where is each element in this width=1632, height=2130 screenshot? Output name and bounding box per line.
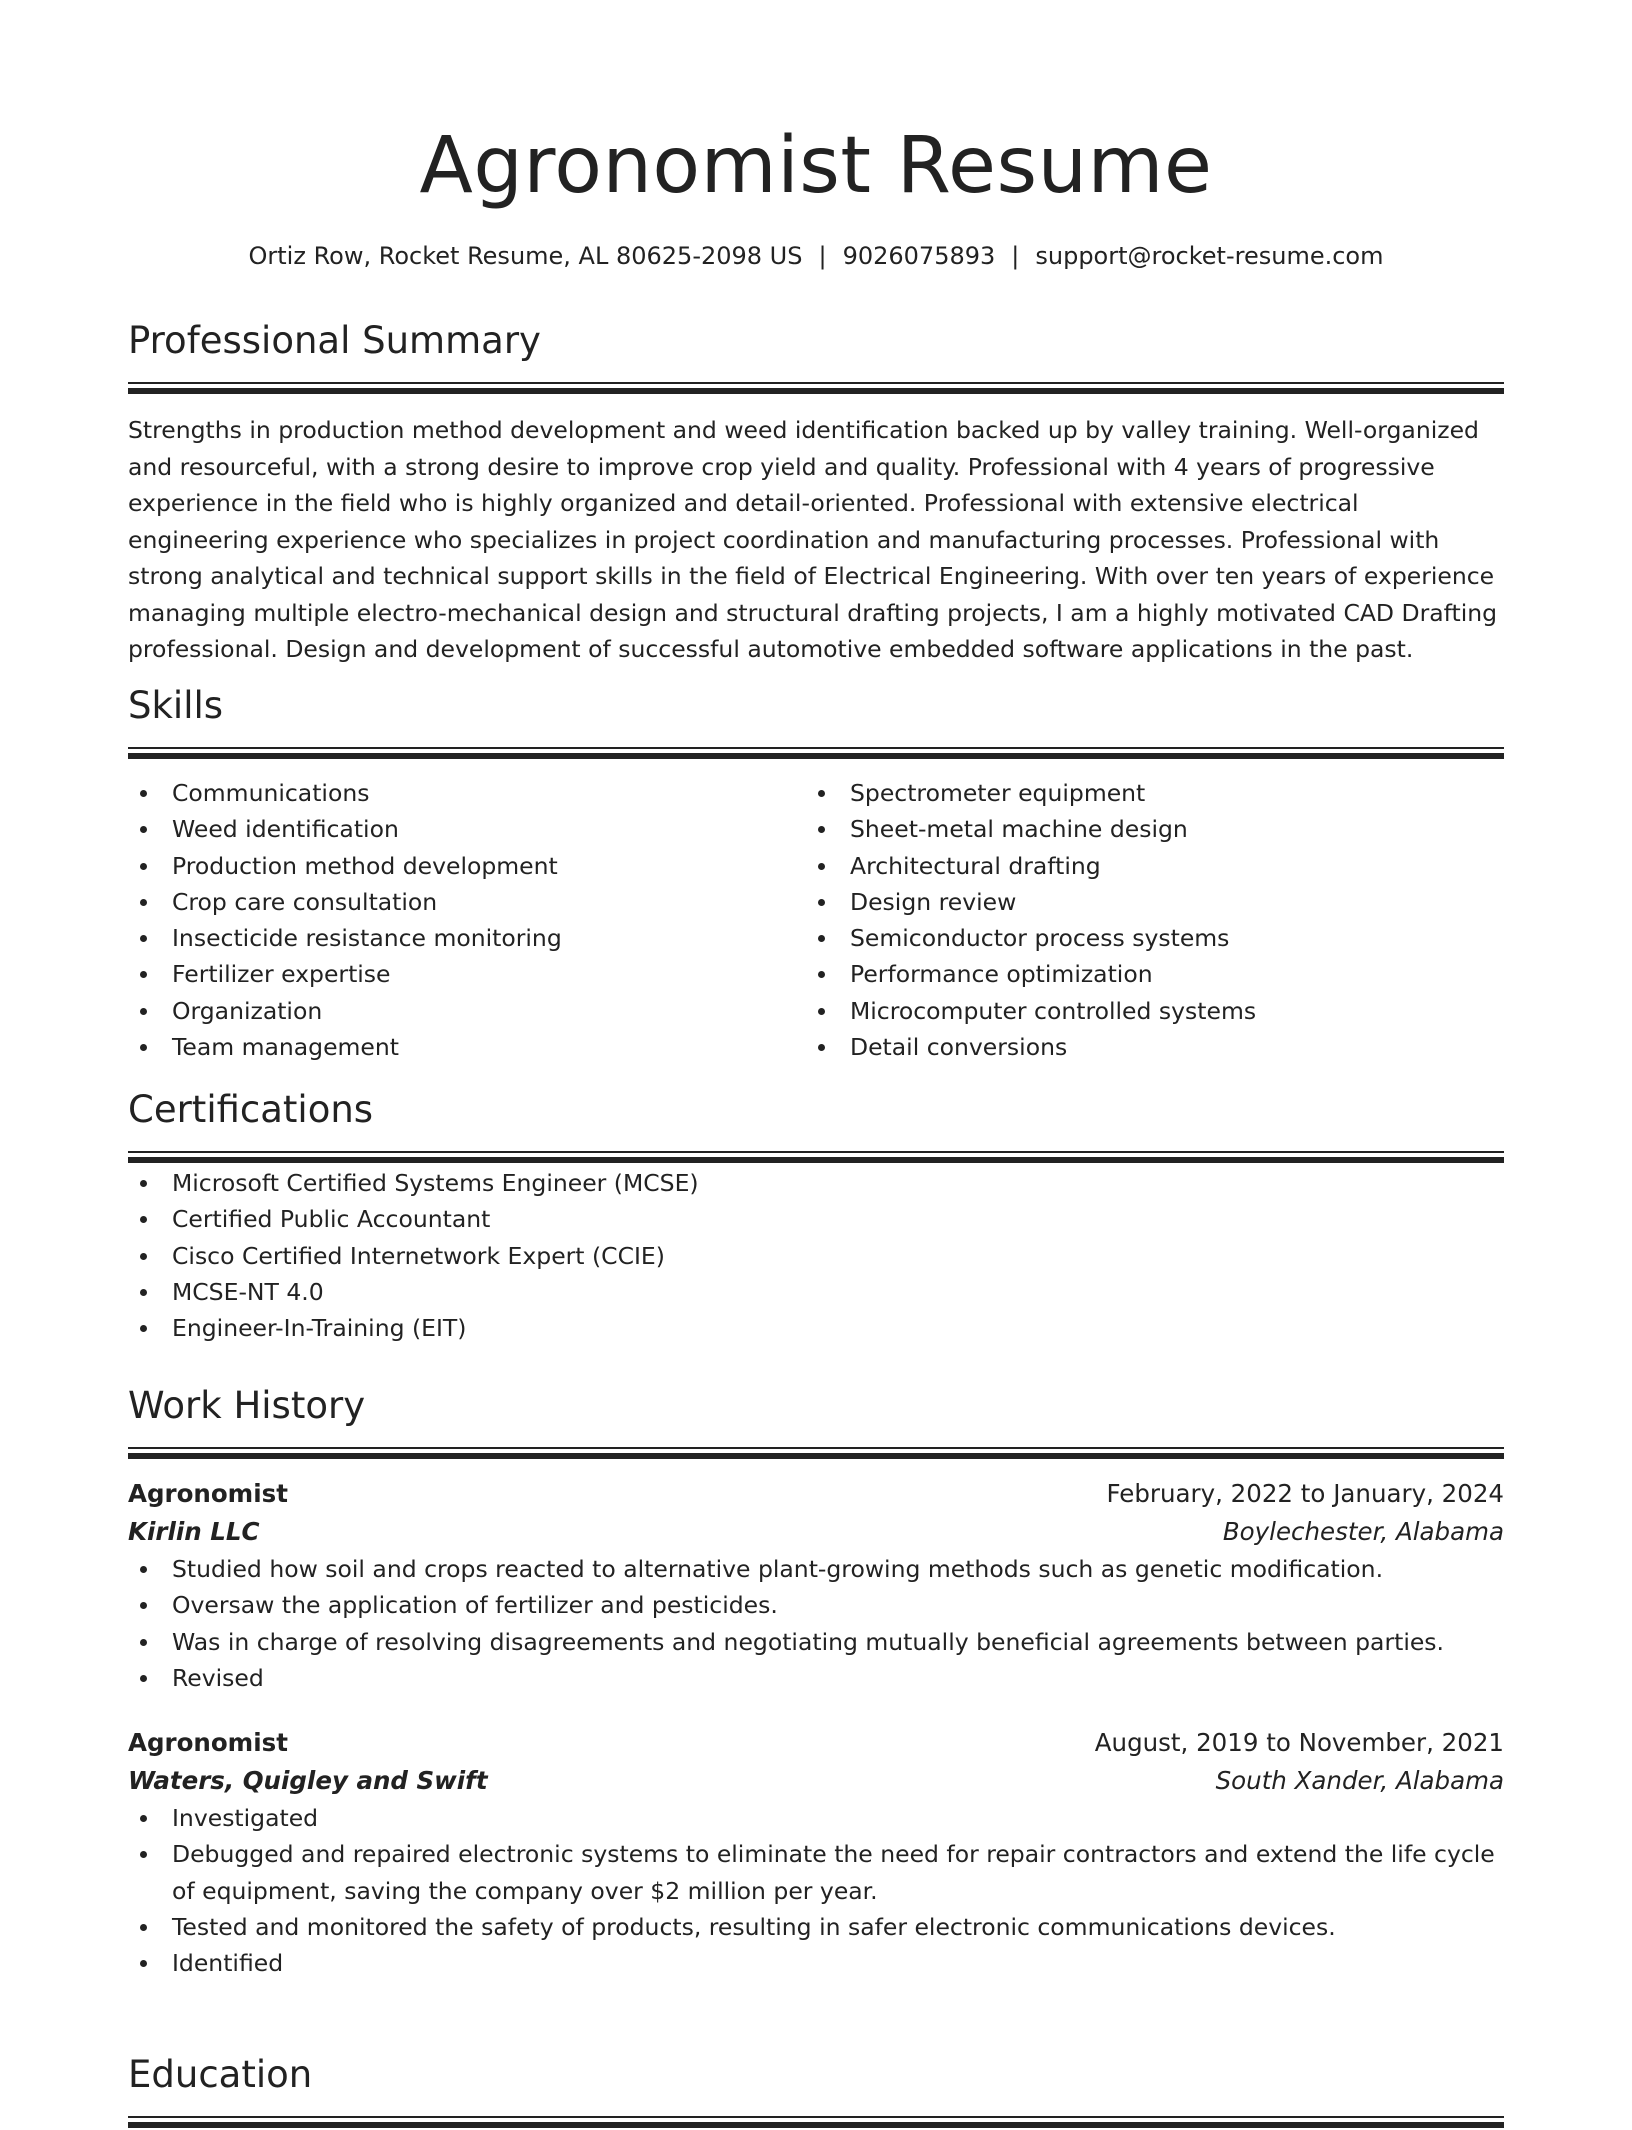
list-item: MCSE-NT 4.0 xyxy=(128,1274,1504,1310)
list-item: Fertilizer expertise xyxy=(128,956,806,992)
certifications-list xyxy=(128,1165,1504,1346)
job-company: Kirlin LLC xyxy=(128,1517,260,1546)
contact-line xyxy=(128,240,1504,272)
skills-column-left xyxy=(128,775,806,1065)
list-item: Investigated xyxy=(128,1800,1504,1836)
job-entry xyxy=(128,1475,1504,1696)
section-divider xyxy=(128,1447,1504,1461)
section-heading-certifications: Certifications xyxy=(128,1088,374,1131)
certifications-section xyxy=(128,1087,1504,1346)
contact-address: Ortiz Row, Rocket Resume, AL 80625-2098 US xyxy=(248,242,803,270)
job-bullets xyxy=(128,1551,1504,1696)
section-heading-skills: Skills xyxy=(128,684,224,727)
work-history-section xyxy=(128,1383,1504,1982)
list-item: Spectrometer equipment xyxy=(806,775,1484,811)
list-item: Identified xyxy=(128,1945,1504,1981)
list-item: Communications xyxy=(128,775,806,811)
contact-phone: 9026075893 xyxy=(842,242,996,270)
list-item: Tested and monitored the safety of products, resulting in safer electronic communications devices. xyxy=(128,1909,1504,1945)
section-divider xyxy=(128,2116,1504,2130)
list-item: Detail conversions xyxy=(806,1029,1484,1065)
job-title: Agronomist xyxy=(128,1479,288,1508)
job-dates: February, 2022 to January, 2024 xyxy=(1106,1479,1504,1508)
skills-column-right xyxy=(806,775,1484,1065)
section-divider xyxy=(128,747,1504,761)
section-divider xyxy=(128,1151,1504,1165)
job-title: Agronomist xyxy=(128,1728,288,1758)
skills-grid xyxy=(128,775,1504,1065)
jobs-container xyxy=(128,1475,1504,1982)
list-item: Was in charge of resolving disagreements and negotiating mutually beneficial agreements between parties. xyxy=(128,1624,1504,1660)
list-item: Sheet-metal machine design xyxy=(806,811,1484,847)
page-title: Agronomist Resume xyxy=(419,121,1213,211)
summary-text: Strengths in production method development and weed identification backed up by valley training. Well-organized and resourceful, with a strong desire to improve crop yield and quality. Professional with 4 years of progressive experience in the field who is highly organized and detail-oriented. Professional with extensive electrical engineering experience who specializes in project coordination and manufacturing processes. Professional with strong analytical and technical support skills in the field of Electrical Engineering. With over ten years of experience managing multiple electro-mechanical design and structural drafting projects, I am a highly motivated CAD Drafting professional. Design and development of successful automotive embedded software applications in the past. xyxy=(128,416,1498,663)
job-company-row xyxy=(128,1513,1504,1551)
education-section xyxy=(128,2052,1504,2130)
list-item: Microsoft Certified Systems Engineer (MCSE) xyxy=(128,1165,1504,1201)
list-item: Studied how soil and crops reacted to alternative plant-growing methods such as genetic modification. xyxy=(128,1551,1504,1587)
skills-list-right xyxy=(806,775,1484,1065)
job-entry xyxy=(128,1724,1504,1981)
contact-separator: | xyxy=(1011,242,1020,270)
job-location: South Xander, Alabama xyxy=(1215,1766,1504,1796)
list-item: Revised xyxy=(128,1660,1504,1696)
section-heading-summary: Professional Summary xyxy=(128,319,541,362)
skills-section xyxy=(128,683,1504,1065)
section-heading-work-history: Work History xyxy=(128,1384,366,1427)
list-item: Oversaw the application of fertilizer and pesticides. xyxy=(128,1587,1504,1623)
list-item: Semiconductor process systems xyxy=(806,920,1484,956)
list-item: Microcomputer controlled systems xyxy=(806,993,1484,1029)
job-company: Waters, Quigley and Swift xyxy=(128,1766,488,1796)
skills-list-left xyxy=(128,775,806,1065)
section-heading-education: Education xyxy=(128,2053,313,2096)
list-item: Architectural drafting xyxy=(806,848,1484,884)
list-item: Production method development xyxy=(128,848,806,884)
list-item: Weed identification xyxy=(128,811,806,847)
job-bullets xyxy=(128,1800,1504,1981)
section-divider xyxy=(128,382,1504,396)
list-item: Organization xyxy=(128,993,806,1029)
list-item: Certified Public Accountant xyxy=(128,1201,1504,1237)
job-dates: August, 2019 to November, 2021 xyxy=(1094,1728,1504,1758)
list-item: Insecticide resistance monitoring xyxy=(128,920,806,956)
list-item: Debugged and repaired electronic systems to eliminate the need for repair contractors and extend the life cycle of equipment, saving the company over $2 million per year. xyxy=(128,1836,1504,1909)
list-item: Design review xyxy=(806,884,1484,920)
list-item: Engineer-In-Training (EIT) xyxy=(128,1310,1504,1346)
list-item: Cisco Certified Internetwork Expert (CCIE) xyxy=(128,1238,1504,1274)
summary-section xyxy=(128,318,1504,668)
list-item: Performance optimization xyxy=(806,956,1484,992)
job-title-row xyxy=(128,1724,1504,1762)
contact-email: support@rocket-resume.com xyxy=(1035,242,1384,270)
list-item: Team management xyxy=(128,1029,806,1065)
job-location: Boylechester, Alabama xyxy=(1222,1517,1504,1546)
contact-separator: | xyxy=(818,242,827,270)
job-title-row xyxy=(128,1475,1504,1513)
list-item: Crop care consultation xyxy=(128,884,806,920)
job-company-row xyxy=(128,1762,1504,1800)
